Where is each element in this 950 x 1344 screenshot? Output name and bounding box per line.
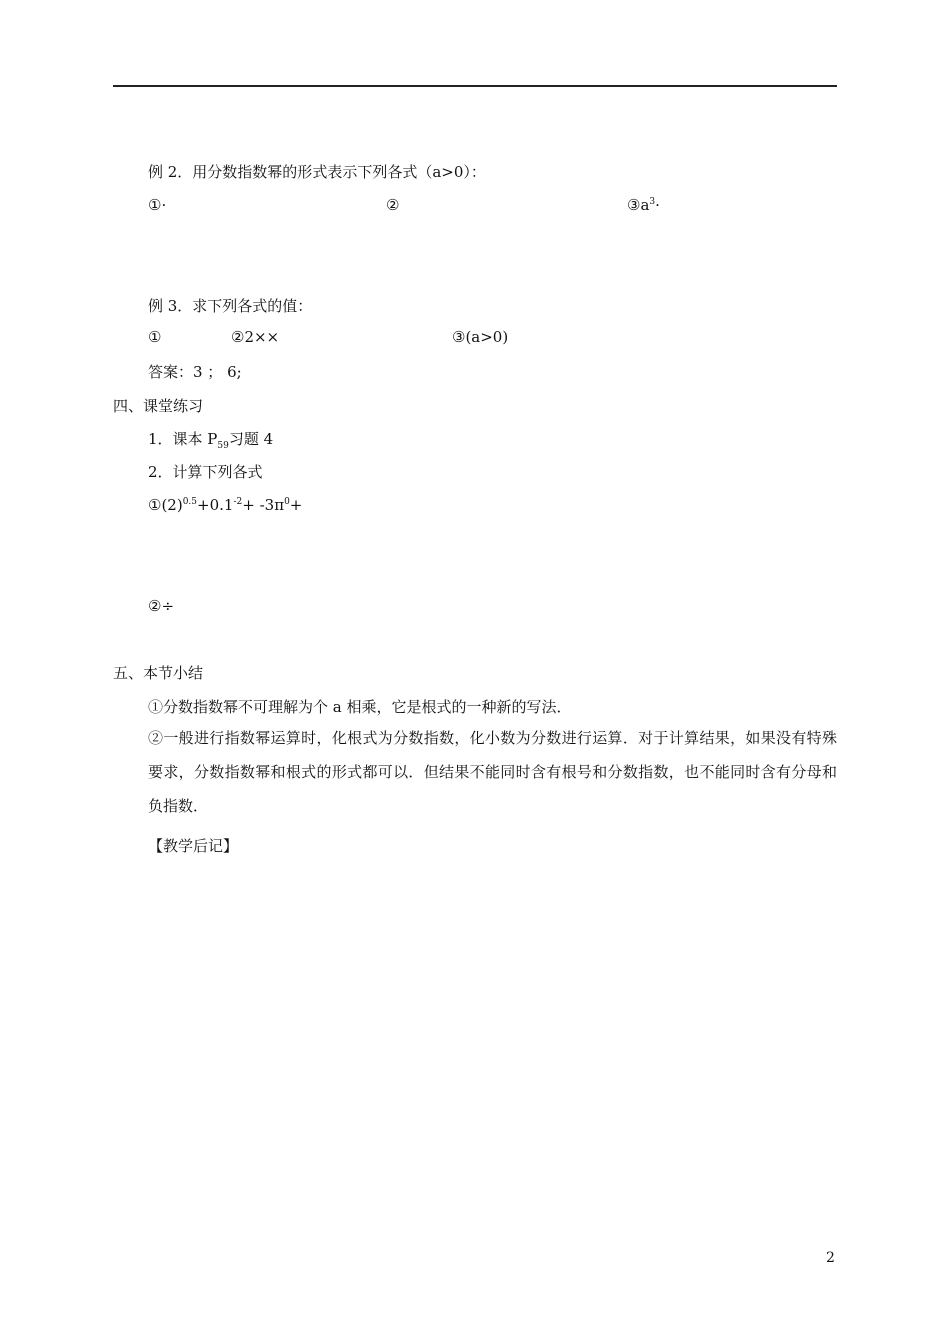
example3-item-3: ③(a>0) <box>452 328 509 346</box>
example2-item-1: ①· <box>148 196 167 214</box>
exercise-2: 2．计算下列各式 <box>148 463 263 481</box>
example2-item-2: ② <box>386 196 400 214</box>
formula-1: $①(2)^{0.5}+0.1^{-2}+ -3\pi^0+$ <box>148 496 303 514</box>
example3-item-2: ②2×× <box>231 328 280 346</box>
header-rule <box>113 85 837 87</box>
summary-point-2: ②一般进行指数幂运算时，化根式为分数指数，化小数为分数进行运算．对于计算结果，如果没有特殊要求，分数指数幂和根式的形式都可以．但结果不能同时含有根号和分数指数，也不能同时含有分母和负指数． <box>148 729 837 815</box>
section5-heading: 五、本节小结 <box>113 664 204 682</box>
example3-answer: 答案：3 ； 6; <box>148 363 242 381</box>
example2-item-3: $③a^3\cdot$ <box>627 196 660 214</box>
example2-title: 例 2．用分数指数幂的形式表示下列各式（a>0）： <box>148 163 486 181</box>
formula-2: ②÷ <box>148 597 175 615</box>
exercise-1: 1．课本 $P_{59}$习题 4 <box>148 430 274 451</box>
section4-heading: 四、课堂练习 <box>113 397 204 415</box>
example3-item-1: ① <box>148 328 162 346</box>
summary-point-1: ①分数指数幂不可理解为个 a 相乘，它是根式的一种新的写法． <box>148 698 572 716</box>
page-number: 2 <box>826 1250 835 1266</box>
example3-title: 例 3．求下列各式的值： <box>148 297 313 315</box>
teaching-notes-label: 【教学后记】 <box>148 837 239 855</box>
